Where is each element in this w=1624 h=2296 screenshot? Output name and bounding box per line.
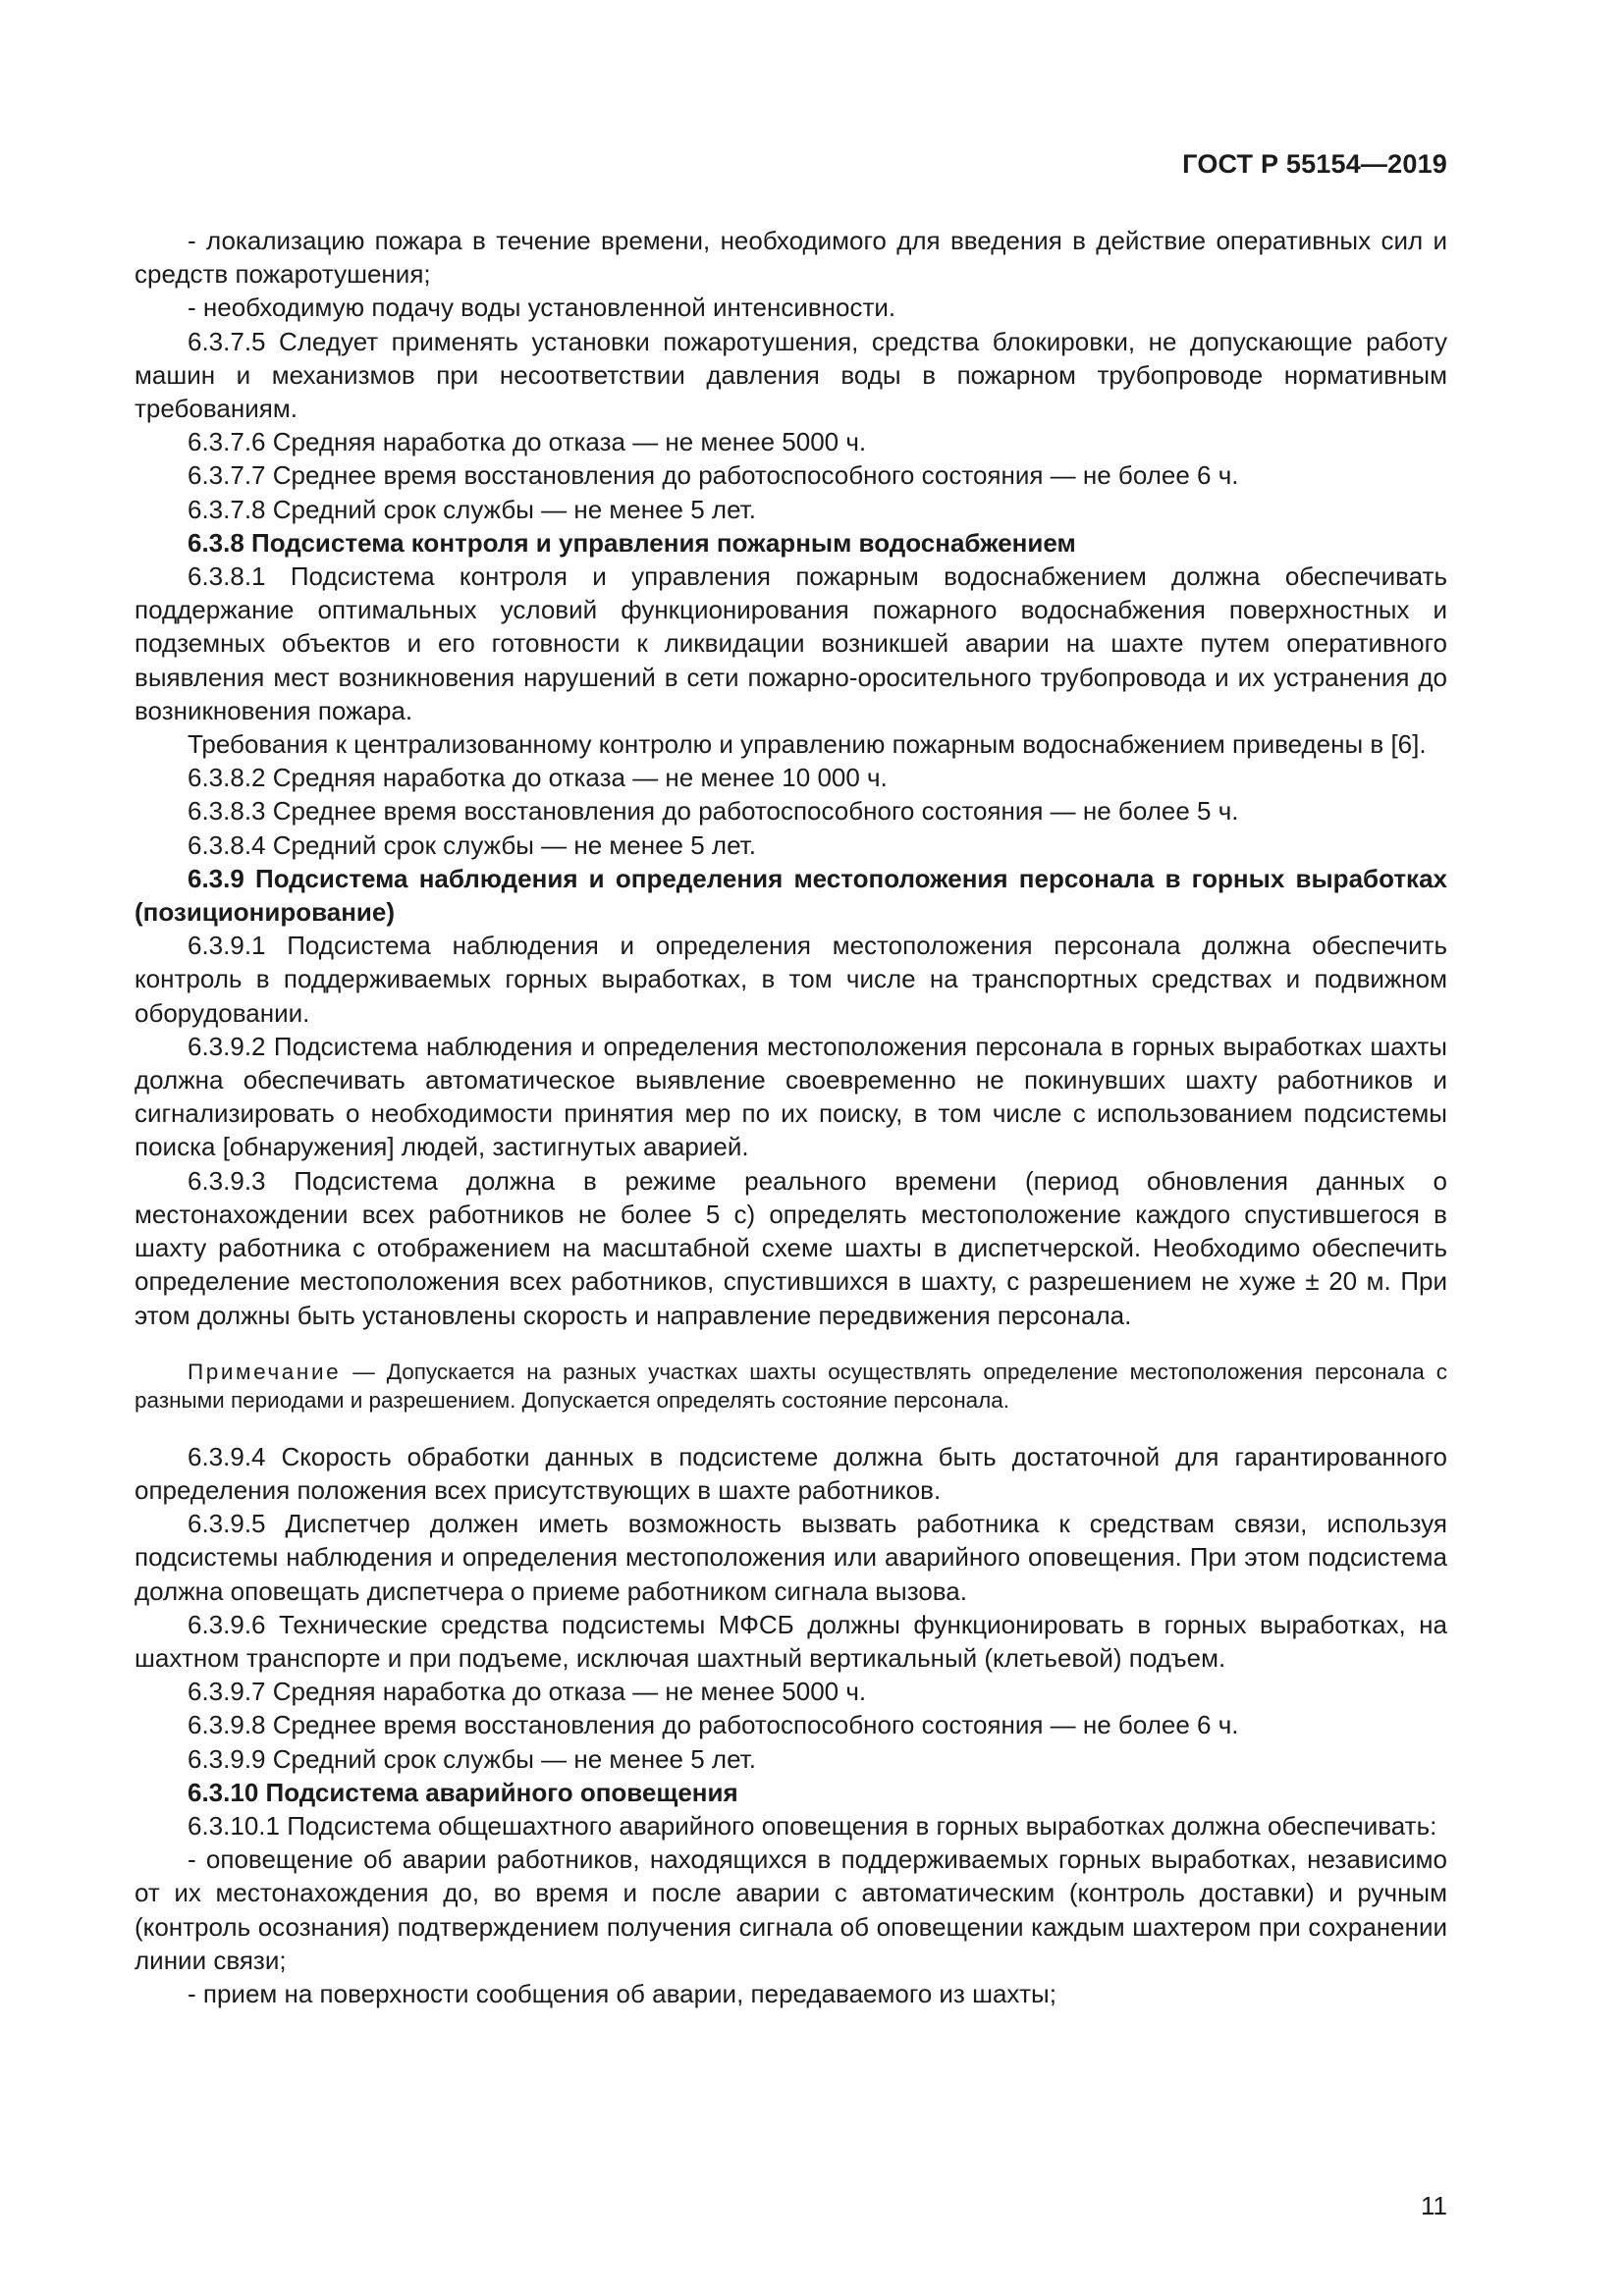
- section-heading: 6.3.8 Подсистема контроля и управления пожарным водоснабжением: [188, 527, 1076, 558]
- paragraph: 6.3.9.9 Средний срок службы — не менее 5 лет.: [188, 1743, 756, 1774]
- paragraph: 6.3.9.4 Скорость обработки данных в подсистеме должна быть достаточной для гарантированного определения положения всех присутствующих в шахте работников.: [135, 1441, 1447, 1505]
- paragraph: 6.3.8.3 Среднее время восстановления до работоспособного состояния — не более 5 ч.: [188, 796, 1239, 827]
- paragraph: 6.3.8.1 Подсистема контроля и управления пожарным водоснабжением должна обеспечивать поддержание оптимальных условий функционирования пожарного водоснабжения поверхностных и подземных объектов и его готовности к ликвидации возникшей аварии на шахте путем оперативного выявления мест возникновения нарушений в сети пожарно-оросительного трубопровода и их устранения до возникновения пожара.: [135, 561, 1447, 725]
- note-text: — Допускается на разных участках шахты осуществлять определение местоположения персонала с разными периодами и разрешением. Допускается определять состояние персонала.: [135, 1359, 1447, 1413]
- paragraph: 6.3.7.8 Средний срок службы — не менее 5 лет.: [188, 494, 756, 524]
- paragraph: 6.3.7.5 Следует применять установки пожаротушения, средства блокировки, не допускающие работу машин и механизмов при несоответствии давления воды в пожарном трубопроводе нормативным требованиям.: [135, 326, 1447, 424]
- paragraph: - локализацию пожара в течение времени, необходимого для введения в действие оперативных сил и средств пожаротушения;: [135, 226, 1447, 290]
- paragraph: 6.3.9.2 Подсистема наблюдения и определения местоположения персонала в горных выработках шахты должна обеспечивать автоматическое выявление своевременно не покинувших шахту работников и сигнализировать о необходимости принятия мер по их поиску, в том числе с использованием подсистемы поиска [обнаружения] людей, застигнутых аварией.: [135, 1031, 1447, 1162]
- paragraph: - необходимую подачу воды установленной интенсивности.: [188, 293, 896, 323]
- paragraph: 6.3.7.7 Среднее время восстановления до работоспособного состояния — не более 6 ч.: [188, 460, 1239, 491]
- page-number: 11: [1421, 2191, 1447, 2220]
- paragraph: - прием на поверхности сообщения об аварии, передаваемого из шахты;: [188, 1978, 1056, 2008]
- section-heading: 6.3.10 Подсистема аварийного оповещения: [188, 1777, 738, 1807]
- paragraph: 6.3.7.6 Средняя наработка до отказа — не менее 5000 ч.: [188, 427, 867, 457]
- paragraph: 6.3.9.3 Подсистема должна в режиме реального времени (период обновления данных о местонахождении всех работников не более 5 с) определять местоположение каждого спустившегося в шахту работника с отображением на масштабной схеме шахты в диспетчерской. Необходимо обеспечить определение местоположения всех работников, спустившихся в шахту, с разрешением не хуже ± 20 м. При этом должны быть установлены скорость и направление передвижения персонала.: [135, 1165, 1447, 1330]
- note-label: Примечание: [188, 1359, 342, 1384]
- note-block: [135, 1358, 1447, 1415]
- paragraph: 6.3.9.1 Подсистема наблюдения и определения местоположения персонала должна обеспечить контроль в поддерживаемых горных выработках, в том числе на транспортных средствах и подвижном оборудовании.: [135, 931, 1447, 1028]
- paragraph: 6.3.9.8 Среднее время восстановления до работоспособного состояния — не более 6 ч.: [188, 1710, 1239, 1740]
- section-heading: 6.3.9 Подсистема наблюдения и определения местоположения персонала в горных выработках (позиционирование): [135, 863, 1447, 928]
- document-code-header: ГОСТ Р 55154—2019: [1182, 149, 1447, 179]
- document-body: [135, 224, 1447, 2010]
- paragraph: Требования к централизованному контролю и управлению пожарным водоснабжением приведены в [6].: [188, 729, 1427, 760]
- paragraph: - оповещение об аварии работников, находящихся в поддерживаемых горных выработках, независимо от их местонахождения до, во время и после аварии с автоматическим (контроль доставки) и ручным (контроль осознания) подтверждением получения сигнала об оповещении каждым шахтером при сохранении линии связи;: [135, 1844, 1447, 1975]
- paragraph: 6.3.9.7 Средняя наработка до отказа — не менее 5000 ч.: [188, 1677, 867, 1707]
- paragraph: 6.3.9.5 Диспетчер должен иметь возможность вызвать работника к средствам связи, используя подсистемы наблюдения и определения местоположения или аварийного оповещения. При этом подсистема должна оповещать диспетчера о приеме работником сигнала вызова.: [135, 1509, 1447, 1606]
- paragraph: 6.3.8.4 Средний срок службы — не менее 5 лет.: [188, 829, 756, 860]
- paragraph: 6.3.8.2 Средняя наработка до отказа — не менее 10 000 ч.: [188, 763, 888, 793]
- paragraph: 6.3.10.1 Подсистема общешахтного аварийного оповещения в горных выработках должна обеспечивать:: [188, 1810, 1437, 1841]
- paragraph: 6.3.9.6 Технические средства подсистемы МФСБ должны функционировать в горных выработках, на шахтном транспорте и при подъеме, исключая шахтный вертикальный (клетьевой) подъем.: [135, 1609, 1447, 1673]
